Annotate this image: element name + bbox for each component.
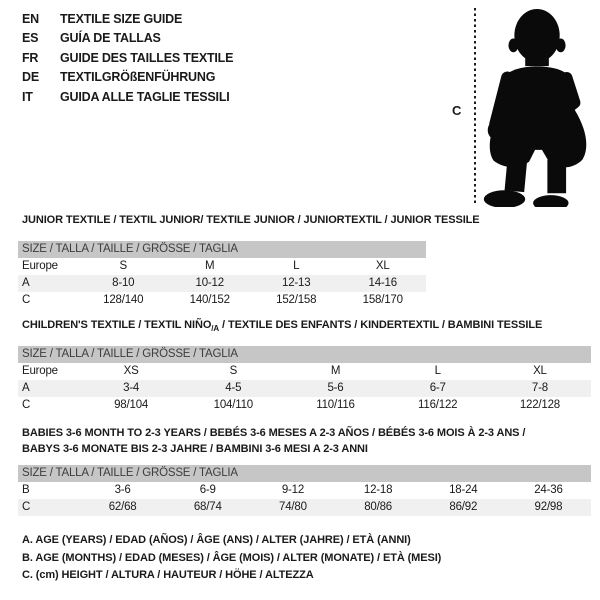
- language-code: ES: [22, 31, 39, 46]
- row-label: C: [22, 294, 31, 306]
- table-cell: 3-6: [114, 484, 131, 496]
- table-cell: M: [205, 260, 215, 272]
- table-cell: 5-6: [327, 382, 344, 394]
- row-label: B: [22, 484, 30, 496]
- table-row: [18, 275, 426, 292]
- section-heading-line: [22, 426, 525, 442]
- heading-text: CHILDREN'S TEXTILE / TEXTIL NIÑO: [22, 319, 212, 331]
- language-code: EN: [22, 12, 39, 26]
- section-heading-junior: [22, 213, 480, 229]
- table-row: [18, 380, 591, 397]
- row-label: Europe: [22, 260, 58, 272]
- language-label: GUIDE DES TAILLES TEXTILE: [60, 50, 234, 65]
- table-cell: XL: [533, 365, 547, 377]
- heading-text: BABIES 3-6 MONTH TO 2-3 YEARS / BEBÉS 3-6 MESES A 2-3 AÑOS / BÉBÉS 3-6 MOIS À 2-3 ANS /: [22, 427, 526, 439]
- section-heading-line: [22, 442, 525, 458]
- measure-label-c: C: [452, 103, 462, 118]
- table-header-bar: SIZE / TALLA / TAILLE / GRÖSSE / TAGLIA: [18, 241, 426, 258]
- row-label: Europe: [22, 365, 58, 377]
- table-cell: 152/158: [276, 294, 317, 306]
- table-cell: 80/86: [364, 501, 392, 513]
- row-label: A: [22, 277, 30, 289]
- table-cell: 68/74: [193, 501, 222, 513]
- table-cell: 6-7: [429, 382, 446, 394]
- table-cell: 98/104: [114, 399, 149, 411]
- language-row: [22, 10, 233, 29]
- heading-text: BABYS 3-6 MONATE BIS 2-3 JAHRE / BAMBINI 3-6 MESI A 2-3 ANNI: [22, 442, 368, 455]
- language-label: GUÍA DE TALLAS: [60, 31, 161, 46]
- table-cell: 24-36: [534, 484, 563, 496]
- language-row: [22, 29, 233, 48]
- table-cell: 92/98: [534, 501, 563, 513]
- section-heading-line: [22, 318, 542, 337]
- table-cell: S: [229, 365, 238, 377]
- footnotes: [22, 532, 441, 585]
- table-cell: M: [330, 365, 341, 377]
- table-cell: 110/116: [316, 399, 355, 411]
- table-cell: XL: [375, 260, 390, 272]
- table-cell: 128/140: [103, 294, 144, 306]
- language-code: FR: [22, 50, 39, 65]
- table-cell: 74/80: [279, 501, 307, 513]
- table-cell: L: [434, 365, 441, 377]
- table-cell: 12-18: [363, 484, 393, 496]
- heading-text: / TEXTILE DES ENFANTS / KINDERTEXTIL / BAMBINI TESSILE: [219, 319, 543, 331]
- section-heading-babies: [22, 426, 525, 457]
- table-cell: 62/68: [108, 501, 137, 513]
- table-cell: 14-16: [368, 277, 397, 289]
- table-header-bar: SIZE / TALLA / TAILLE / GRÖSSE / TAGLIA: [18, 346, 591, 363]
- table-cell: 18-24: [449, 484, 478, 496]
- table-cell: 140/152: [189, 294, 230, 306]
- table-cell: S: [119, 260, 127, 272]
- table-cell: 9-12: [281, 484, 305, 496]
- row-label: C: [22, 399, 31, 411]
- size-table-children: [18, 346, 591, 414]
- table-cell: 7-8: [531, 382, 548, 394]
- footnote: B. AGE (MONTHS) / EDAD (MESES) / ÂGE (MOIS) / ALTER (MONATE) / ETÀ (MESI): [22, 551, 442, 564]
- language-list: [22, 10, 233, 107]
- row-label: A: [22, 382, 30, 394]
- table-cell: L: [293, 260, 300, 272]
- section-heading-children: [22, 318, 542, 337]
- height-measure-line: [474, 8, 476, 206]
- table-cell: 122/128: [519, 399, 560, 411]
- size-table-junior: [18, 241, 426, 309]
- footnote: A. AGE (YEARS) / EDAD (AÑOS) / ÂGE (ANS) / ALTER (JAHRE) / ETÀ (ANNI): [22, 534, 411, 546]
- table-row: [18, 292, 426, 309]
- baby-silhouette-icon: [478, 5, 600, 207]
- language-row: [22, 88, 233, 107]
- table-row: [18, 499, 591, 516]
- table-row: [18, 482, 591, 499]
- heading-text: /A: [211, 324, 220, 334]
- table-row: [18, 363, 591, 380]
- table-cell: 10-12: [195, 277, 224, 289]
- table-cell: 86/92: [449, 501, 478, 513]
- table-cell: XS: [123, 365, 139, 377]
- table-row: [18, 258, 426, 275]
- language-label: TEXTILE SIZE GUIDE: [60, 12, 183, 26]
- footnote: C. (cm) HEIGHT / ALTURA / HAUTEUR / HÖHE / ALTEZZA: [22, 569, 314, 582]
- language-code: IT: [22, 89, 33, 104]
- language-label: GUIDA ALLE TAGLIE TESSILI: [60, 89, 230, 104]
- size-table-babies: [18, 465, 591, 516]
- language-row: [22, 49, 233, 68]
- language-label: TEXTILGRÖßENFÜHRUNG: [60, 70, 216, 85]
- row-label: C: [22, 501, 31, 513]
- table-cell: 6-9: [199, 484, 216, 496]
- heading-text: JUNIOR TEXTILE / TEXTIL JUNIOR/ TEXTILE JUNIOR / JUNIORTEXTIL / JUNIOR TESSILE: [22, 214, 480, 226]
- table-cell: 8-10: [112, 277, 135, 289]
- table-cell: 158/170: [362, 294, 403, 306]
- language-code: DE: [22, 70, 39, 85]
- table-cell: 104/110: [213, 399, 253, 411]
- table-header-bar: SIZE / TALLA / TAILLE / GRÖSSE / TAGLIA: [18, 465, 591, 482]
- table-cell: 4-5: [225, 382, 242, 394]
- table-cell: 12-13: [282, 277, 311, 289]
- table-cell: 3-4: [123, 382, 140, 394]
- table-row: [18, 397, 591, 414]
- language-row: [22, 68, 233, 87]
- table-cell: 116/122: [418, 399, 458, 411]
- section-heading-line: [22, 213, 480, 229]
